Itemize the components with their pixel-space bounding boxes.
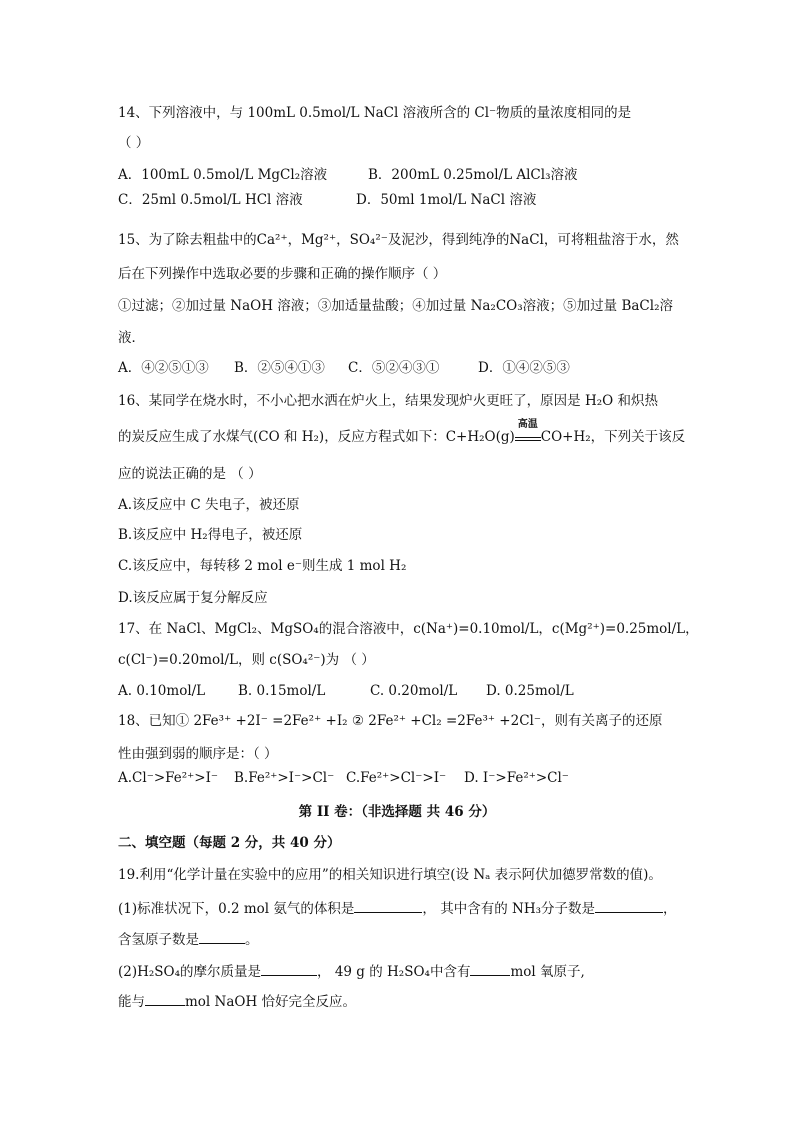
q15-line1: 15、为了除去粗盐中的Ca²⁺，Mg²⁺，SO₄²⁻及泥沙，得到纯净的NaCl，可将粗盐溶于水，然 (118, 232, 679, 248)
q16-option-a: A.该反应中 C 失电子，被还原 (118, 497, 300, 513)
q15-line3: ①过滤；②加过量 NaOH 溶液；③加适量盐酸；④加过量 Na₂CO₃溶液；⑤加过量 BaCl₂溶 (118, 298, 673, 314)
q19-part2-line1 (118, 961, 585, 981)
q19-part1-line1 (118, 898, 677, 918)
q19-part1-text-c: ， (663, 901, 677, 917)
q17-line2: c(Cl⁻)=0.20mol/L，则 c(SO₄²⁻)为 （ ） (118, 652, 375, 668)
q19-part1-text-b: ， 其中含有的 NH₃分子数是 (422, 901, 596, 917)
q14-answer-paren: （ ） (118, 135, 150, 151)
q18-option-a: A.Cl⁻>Fe²⁺>I⁻ (118, 770, 219, 786)
answer-blank[interactable] (595, 898, 663, 913)
q15-line4: 液． (118, 330, 145, 346)
q15-option-c: C．⑤②④③① (348, 360, 440, 376)
q14-option-d: D．50ml 1mol/L NaCl 溶液 (356, 192, 537, 208)
q16-option-b: B.该反应中 H₂得电子，被还原 (118, 527, 303, 543)
answer-blank[interactable] (145, 991, 185, 1006)
q18-option-c: C.Fe²⁺>Cl⁻>I⁻ (346, 770, 447, 786)
answer-blank[interactable] (354, 898, 422, 913)
q17-option-b: B. 0.15mol/L (238, 683, 326, 699)
q17-option-a: A. 0.10mol/L (118, 683, 206, 699)
equal-sign-icon (515, 437, 541, 441)
q15-line2: 后在下列操作中选取必要的步骤和正确的操作顺序（ ） (118, 266, 447, 282)
q16-option-c: C.该反应中，每转移 2 mol e⁻则生成 1 mol H₂ (118, 558, 407, 574)
answer-blank[interactable] (470, 961, 510, 976)
q16-line1: 16、某同学在烧水时，不小心把水洒在炉火上，结果发现炉火更旺了，原因是 H₂O 和炽热 (118, 393, 659, 409)
q19-part1-text-e: 。 (245, 932, 259, 948)
q19-part2-line2 (118, 991, 356, 1011)
q19-part3-text-b: mol NaOH 恰好完全反应。 (185, 994, 357, 1010)
q15-option-b: B．②⑤④①③ (234, 360, 325, 376)
q17-line1: 17、在 NaCl、MgCl₂、MgSO₄的混合溶液中，c(Na⁺)=0.10mol/L，c(Mg²⁺)=0.25mol/L， (118, 621, 699, 637)
q19-part3-text-a: 能与 (118, 994, 145, 1010)
answer-blank[interactable] (261, 961, 317, 976)
q14-stem: 14、下列溶液中，与 100mL 0.5mol/L NaCl 溶液所含的 Cl⁻物质的量浓度相同的是 (118, 105, 632, 121)
q19-part2-text-b: ， 49 g 的 H₂SO₄中含有 (317, 964, 471, 980)
q19-part2-text-c: mol 氧原子, (510, 964, 585, 980)
reaction-condition-label: 高温 (517, 419, 538, 430)
q19-part1-text-a: (1)标准状况下，0.2 mol 氨气的体积是 (118, 901, 355, 917)
q14-option-b: B．200mL 0.25mol/L AlCl₃溶液 (368, 167, 578, 183)
q18-option-b: B.Fe²⁺>I⁻>Cl⁻ (234, 770, 335, 786)
q14-option-c: C．25ml 0.5mol/L HCl 溶液 (118, 192, 303, 208)
q19-intro: 19.利用“化学计量在实验中的应用”的相关知识进行填空(设 Nₐ 表示阿伏加德罗常数的值)。 (118, 867, 662, 883)
q18-line2: 性由强到弱的顺序是：（ ） (118, 746, 278, 762)
part2-title: 第 II 卷：（非选择题 共 46 分） (298, 804, 496, 820)
q16-line2-start: 的炭反应生成了水煤气(CO 和 H₂)，反应方程式如下：C+H₂O(g) (118, 429, 515, 445)
q18-line1: 18、已知① 2Fe³⁺ +2I⁻ =2Fe²⁺ +I₂ ② 2Fe²⁺ +Cl₂ =2Fe³⁺ +2Cl⁻，则有关离子的还原 (118, 713, 663, 729)
q18-option-d: D. I⁻>Fe²⁺>Cl⁻ (464, 770, 569, 786)
q15-option-a: A．④②⑤①③ (118, 360, 209, 376)
q19-part2-text-a: (2)H₂SO₄的摩尔质量是 (118, 964, 262, 980)
q17-option-d: D. 0.25mol/L (486, 683, 574, 699)
section2-title: 二、填空题（每题 2 分，共 40 分） (118, 835, 341, 851)
q16-line2-end: CO+H₂，下列关于该反 (540, 429, 686, 445)
q16-line3: 应的说法正确的是 （ ） (118, 466, 262, 482)
q19-part1-text-d: 含氢原子数是 (118, 932, 199, 948)
reaction-condition (515, 419, 541, 441)
q16-line2 (118, 419, 686, 446)
q19-part1-line2 (118, 929, 259, 949)
answer-blank[interactable] (199, 929, 245, 944)
q15-option-d: D．①④②⑤③ (478, 360, 570, 376)
q14-option-a: A．100mL 0.5mol/L MgCl₂溶液 (118, 167, 328, 183)
q17-option-c: C. 0.20mol/L (370, 683, 458, 699)
q16-option-d: D.该反应属于复分解反应 (118, 590, 268, 606)
